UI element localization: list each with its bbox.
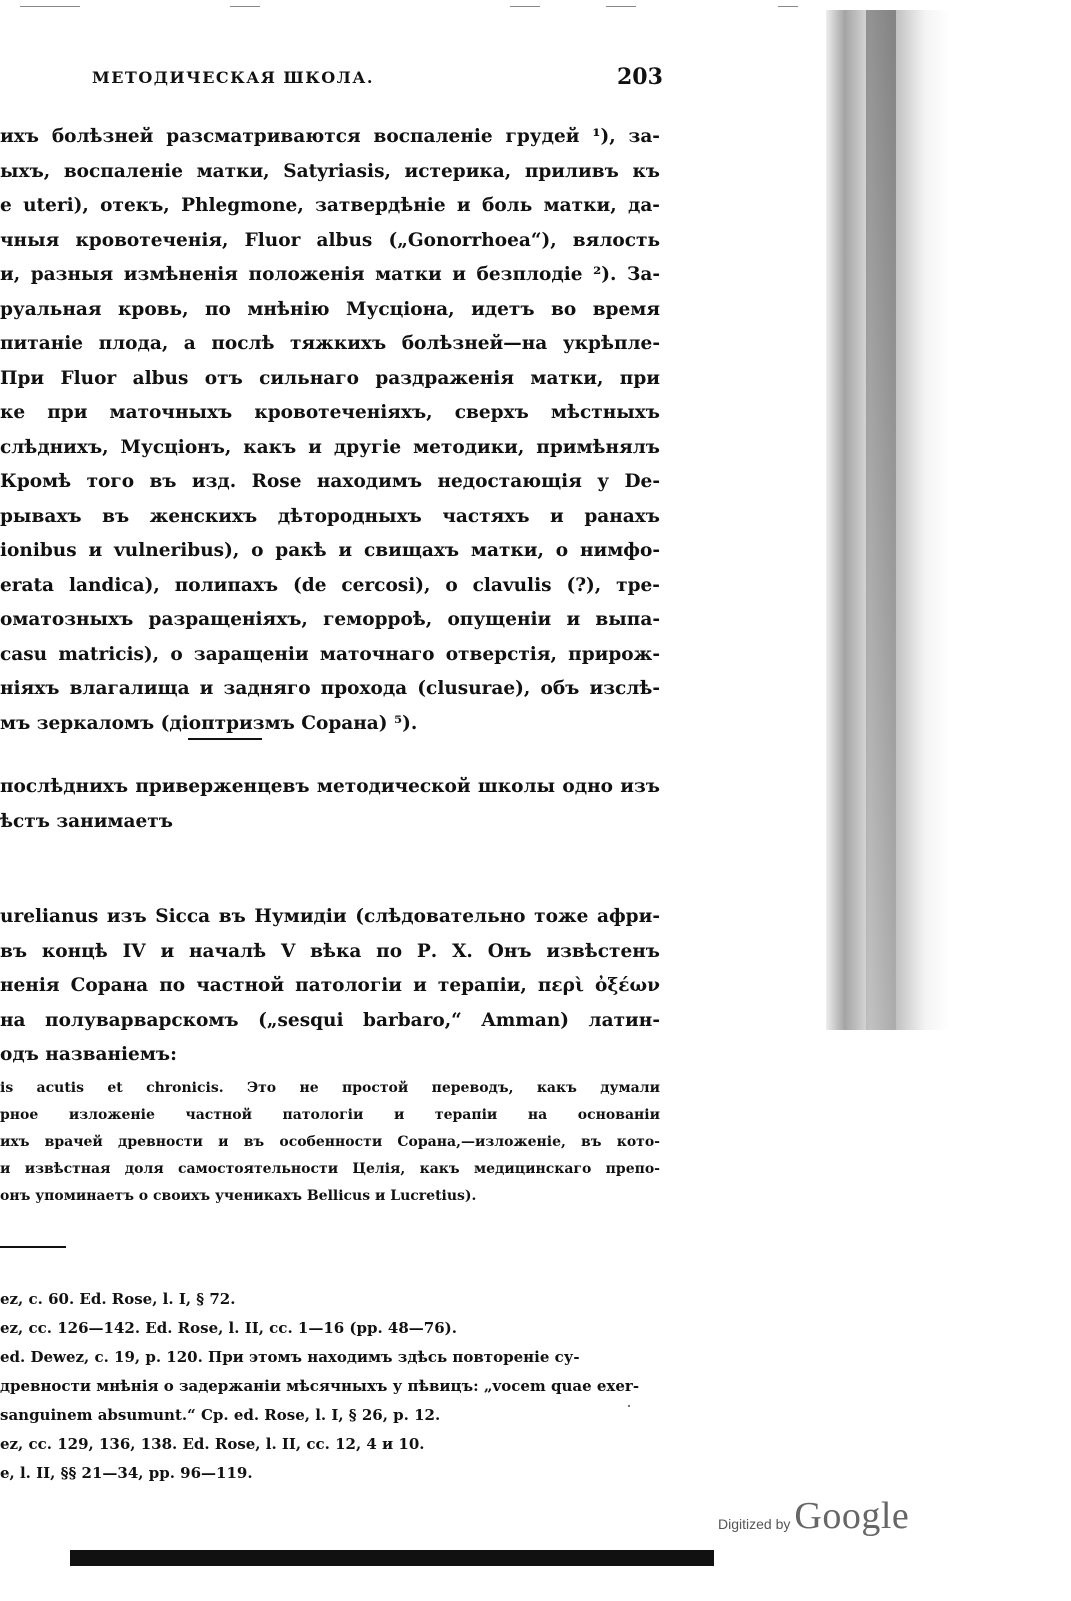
scan-top-rule [778, 6, 798, 7]
watermark-prefix: Digitized by [718, 1516, 791, 1532]
text-line: e uteri), отекъ, Phlegmone, затвердѣніе и боль матки, да- [0, 195, 660, 216]
paragraph-3 [0, 900, 660, 1073]
note-line: рное изложеніе частной патологіи и терапіи на основаніи [0, 1107, 660, 1123]
text-line: urelianus изъ Sicca въ Нумидіи (слѣдовательно тоже афри- [0, 906, 660, 927]
footnote-line: e, l. II, §§ 21—34, pp. 96—119. [0, 1464, 253, 1482]
note-line: и извѣстная доля самостоятельности Целія, какъ медицинскаго препо- [0, 1161, 660, 1177]
text-line: ѣстъ занимаетъ [0, 810, 173, 832]
text-line: и, разныя измѣненія положенія матки и безплодіе ²). За- [0, 264, 660, 285]
small-print-note [0, 1075, 660, 1210]
note-line: онъ упоминаетъ о своихъ ученикахъ Bellicus и Lucretius). [0, 1188, 477, 1204]
scan-speck [628, 1405, 630, 1407]
footnote-line: ez, cc. 126—142. Ed. Rose, l. II, cc. 1—16 (pp. 48—76). [0, 1319, 458, 1337]
footnotes [0, 1285, 660, 1488]
text-line: ыхъ, воспаленіе матки, Satyriasis, истерика, приливъ къ [0, 160, 660, 182]
footnote-line: sanguinem absumunt.“ Cp. ed. Rose, l. I, § 26, p. 12. [0, 1406, 441, 1424]
text-line: послѣднихъ приверженцевъ методической школы одно изъ [0, 776, 660, 797]
text-line: мъ зеркаломъ (діоптризмъ Сорана) ⁵). [0, 712, 418, 734]
text-line: При Fluor albus отъ сильнаго раздраженія матки, при [0, 367, 660, 389]
footnote-line: древности мнѣнія о задержаніи мѣсячныхъ у пѣвицъ: „vocem quae exer- [0, 1377, 640, 1395]
text-line: Кромѣ того въ изд. Rose находимъ недостающія у De- [0, 471, 660, 492]
text-line: одъ названіемъ: [0, 1044, 177, 1065]
text-line: ке при маточныхъ кровотеченіяхъ, сверхъ мѣстныхъ [0, 402, 660, 423]
running-title: МЕТОДИЧЕСКАЯ ШКОЛА. [92, 68, 374, 87]
google-logo: Google [794, 1495, 910, 1537]
footnote-divider [0, 1246, 66, 1248]
text-line: на полуварварскомъ („sesqui barbaro,“ Amman) латин- [0, 1009, 660, 1031]
paragraph-1 [0, 120, 660, 741]
footnote-line: ez, c. 60. Ed. Rose, l. I, § 72. [0, 1290, 236, 1308]
footnote-line: ed. Dewez, c. 19, p. 120. При этомъ находимъ здѣсь повтореніе су- [0, 1348, 580, 1366]
text-line: erata landica), полипахъ (de cercosi), о clavulis (?), тре- [0, 574, 660, 596]
text-line: питаніе плода, а послѣ тяжкихъ болѣзней—на укрѣпле- [0, 333, 660, 354]
text-line: ненія Сорана по частной патологіи и терапіи, περὶ ὀξέων [0, 975, 660, 996]
text-line: ionibus и vulneribus), о ракѣ и свищахъ матки, о нимфо- [0, 540, 660, 561]
scan-top-rule [510, 6, 540, 7]
scan-binding-shadow [826, 10, 950, 1030]
text-line: оматозныхъ разращеніяхъ, геморроѣ, опущеніи и выпа- [0, 609, 660, 630]
text-line: ихъ болѣзней разсматриваются воспаленіе грудей ¹), за- [0, 126, 660, 147]
section-divider [188, 738, 262, 740]
text-line: чныя кровотеченія, Fluor albus („Gonorrhoea“), вялость [0, 229, 660, 251]
scan-top-rule [606, 6, 636, 7]
text-line: руальная кровь, по мнѣнію Мусціона, идетъ во время [0, 298, 660, 320]
text-line: casu matricis), о заращеніи маточнаго отверстія, прирож- [0, 643, 660, 665]
paragraph-2 [0, 770, 660, 839]
text-line: рывахъ въ женскихъ дѣтородныхъ частяхъ и ранахъ [0, 505, 660, 527]
text-line: слѣднихъ, Мусціонъ, какъ и другіе методики, примѣнялъ [0, 436, 660, 458]
note-line: is acutis et chronicis. Это не простой переводъ, какъ думали [0, 1080, 660, 1096]
scan-shadow-band [866, 10, 896, 1030]
page-header [0, 64, 663, 96]
text-line: въ концѣ IV и началѣ V вѣка по Р. Х. Онъ извѣстенъ [0, 940, 660, 962]
scan-bottom-bar [70, 1550, 714, 1566]
scan-top-rule [20, 6, 80, 7]
scan-top-rule [230, 6, 260, 7]
note-line: ихъ врачей древности и въ особенности Сорана,—изложеніе, въ кото- [0, 1134, 660, 1150]
text-line: ніяхъ влагалища и задняго прохода (clusurae), объ изслѣ- [0, 678, 660, 699]
footnote-line: ez, cc. 129, 136, 138. Ed. Rose, l. II, cc. 12, 4 и 10. [0, 1435, 425, 1453]
digitized-watermark [718, 1495, 910, 1538]
page-number: 203 [617, 64, 663, 90]
